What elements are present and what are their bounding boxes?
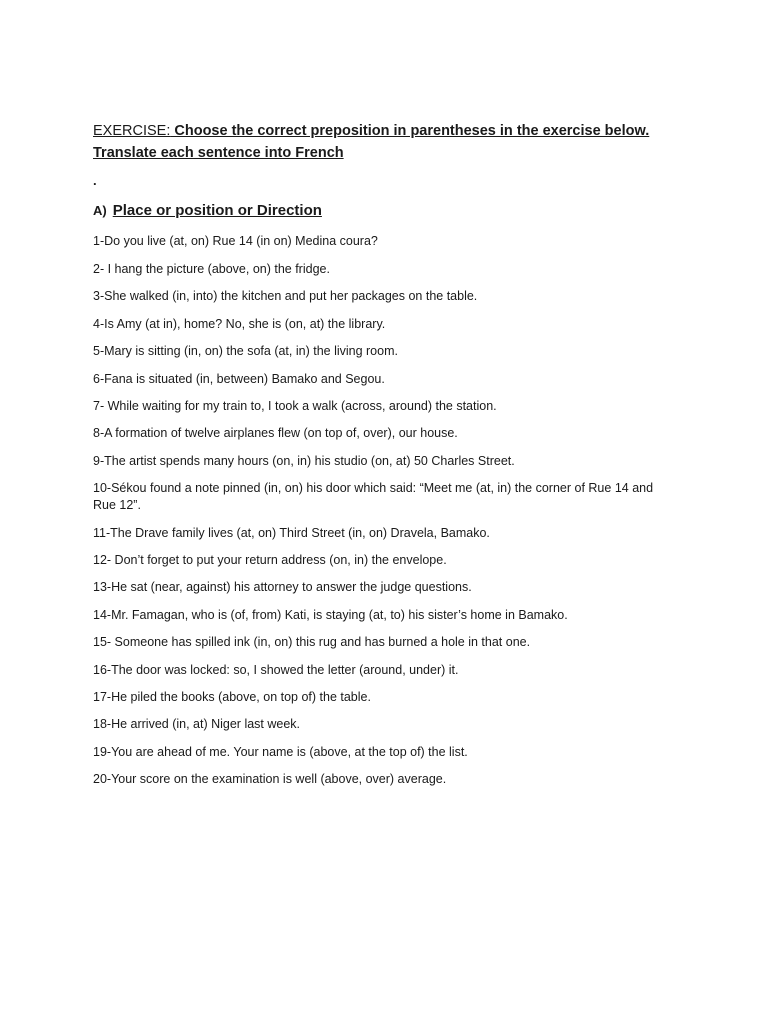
exercise-item: 20-Your score on the examination is well (above, over) average. bbox=[93, 772, 447, 786]
exercise-item: 11-The Drave family lives (at, on) Third Street (in, on) Dravela, Bamako. bbox=[93, 526, 490, 540]
exercise-item: 3-She walked (in, into) the kitchen and put her packages on the table. bbox=[93, 289, 478, 303]
exercise-label: EXERCISE: bbox=[93, 123, 171, 139]
exercise-item: 4-Is Amy (at in), home? No, she is (on, at) the library. bbox=[93, 317, 386, 331]
section-title: Place or position or Direction bbox=[112, 202, 322, 219]
section-letter: A) bbox=[93, 203, 107, 218]
exercise-item: 15- Someone has spilled ink (in, on) this rug and has burned a hole in that one. bbox=[93, 635, 531, 649]
exercise-item: 17-He piled the books (above, on top of) the table. bbox=[93, 690, 371, 704]
exercise-item: 14-Mr. Famagan, who is (of, from) Kati, is staying (at, to) his sister’s home in Bamako. bbox=[93, 608, 568, 622]
section-heading bbox=[93, 202, 322, 220]
exercise-heading bbox=[93, 120, 663, 164]
exercise-item: 1-Do you live (at, on) Rue 14 (in on) Medina coura? bbox=[93, 234, 378, 248]
exercise-item: 2- I hang the picture (above, on) the fridge. bbox=[93, 262, 330, 276]
exercise-instruction: Choose the correct preposition in parentheses in the exercise below. Translate each sentence into French bbox=[93, 123, 650, 161]
exercise-item: 6-Fana is situated (in, between) Bamako and Segou. bbox=[93, 372, 385, 386]
exercise-item: 7- While waiting for my train to, I took a walk (across, around) the station. bbox=[93, 399, 497, 413]
exercise-item: 16-The door was locked: so, I showed the letter (around, under) it. bbox=[93, 663, 459, 677]
exercise-item: 8-A formation of twelve airplanes flew (on top of, over), our house. bbox=[93, 426, 458, 440]
exercise-item: 12- Don’t forget to put your return address (on, in) the envelope. bbox=[93, 553, 447, 567]
exercise-item: 19-You are ahead of me. Your name is (above, at the top of) the list. bbox=[93, 745, 468, 759]
exercise-item: 13-He sat (near, against) his attorney to answer the judge questions. bbox=[93, 580, 472, 594]
exercise-item: 18-He arrived (in, at) Niger last week. bbox=[93, 717, 301, 731]
exercise-item: 9-The artist spends many hours (on, in) his studio (on, at) 50 Charles Street. bbox=[93, 454, 515, 468]
separator-mark: . bbox=[93, 173, 97, 188]
exercise-item: 5-Mary is sitting (in, on) the sofa (at, in) the living room. bbox=[93, 344, 398, 358]
exercise-item: 10-Sékou found a note pinned (in, on) his door which said: “Meet me (at, in) the corner of Rue 14 and Rue 12”. bbox=[93, 481, 654, 512]
